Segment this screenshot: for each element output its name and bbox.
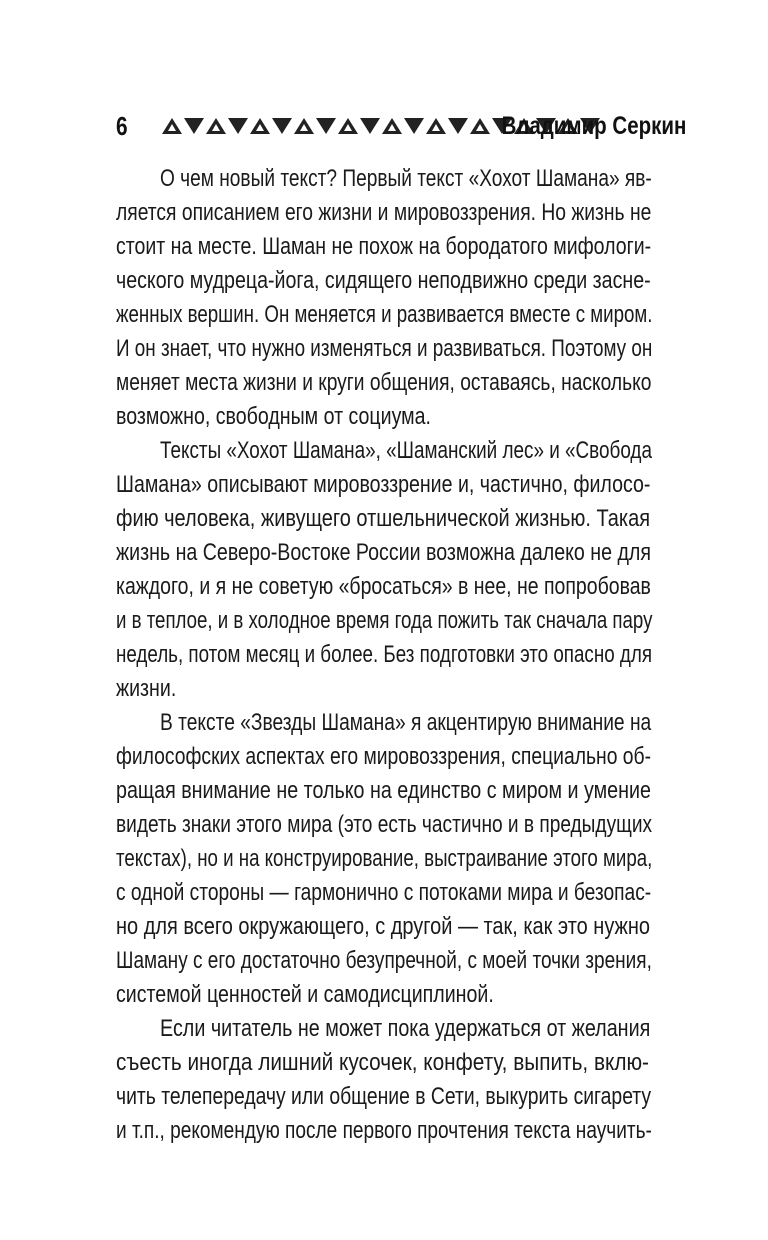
text-line: видеть знаки этого мира (это есть частично и в предыдущих	[116, 811, 653, 838]
text-line: ляется описанием его жизни и мировоззрения. Но жизнь не	[116, 199, 652, 226]
text-line: Если читатель не может пока удержаться от желания	[160, 1015, 651, 1042]
page-number: 6	[116, 111, 128, 141]
text-line: О чем новый текст? Первый текст «Хохот Шамана» яв-	[160, 165, 652, 192]
text-line: системой ценностей и самодисциплиной.	[116, 981, 494, 1008]
text-line: недель, потом месяц и более. Без подготовки это опасно для	[116, 641, 653, 668]
text-line: Тексты «Хохот Шамана», «Шаманский лес» и «Свобода	[160, 437, 652, 464]
text-line: возможно, свободным от социума.	[116, 403, 431, 430]
text-line: но для всего окружающего, с другой — так, как это нужно	[116, 913, 651, 940]
text-line: и т.п., рекомендую после первого прочтения текста научить-	[116, 1117, 652, 1144]
text-line: текстах), но и на конструирование, выстраивание этого мира,	[116, 845, 653, 872]
text-line: жизнь на Северо-Востоке России возможна далеко не для	[116, 539, 651, 566]
running-header	[116, 108, 686, 144]
text-line: философских аспектах его мировоззрения, специально об-	[116, 743, 652, 770]
text-line: и в теплое, и в холодное время года пожить так сначала пару	[116, 607, 653, 634]
text-line: В тексте «Звезды Шамана» я акцентирую внимание на	[160, 709, 652, 736]
text-line: меняет места жизни и круги общения, оставаясь, насколько	[116, 369, 652, 396]
paragraph	[116, 1012, 686, 1148]
text-line: женных вершин. Он меняется и развивается вместе с миром.	[116, 301, 653, 328]
paragraph	[116, 706, 686, 1012]
text-line: каждого, и я не советую «бросаться» в нее, не попробовав	[116, 573, 651, 600]
paragraph	[116, 434, 686, 706]
paragraph	[116, 162, 686, 434]
text-line: фию человека, живущего отшельнической жизнью. Такая	[116, 505, 651, 532]
body-text	[116, 162, 686, 1148]
text-line: ращая внимание не только на единство с миром и умение	[116, 777, 651, 804]
author-name: Владимир Серкин	[501, 112, 686, 140]
text-line: ческого мудреца-йога, сидящего неподвижно среди засне-	[116, 267, 651, 294]
text-line: съесть иногда лишний кусочек, конфету, выпить, вклю-	[116, 1049, 649, 1076]
text-line: Шамана» описывают мировоззрение и, частично, филосо-	[116, 471, 651, 498]
text-line: Шаману с его достаточно безупречной, с моей точки зрения,	[116, 947, 652, 974]
text-line: стоит на месте. Шаман не похож на бородатого мифологи-	[116, 233, 652, 260]
text-line: с одной стороны — гармонично с потоками мира и безопас-	[116, 879, 652, 906]
text-line: И он знает, что нужно изменяться и развиваться. Поэтому он	[116, 335, 653, 362]
text-line: чить телепередачу или общение в Сети, выкурить сигарету	[116, 1083, 652, 1110]
text-line: жизни.	[116, 675, 177, 702]
